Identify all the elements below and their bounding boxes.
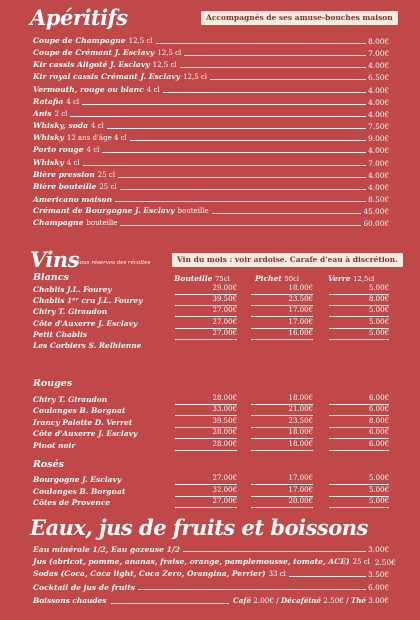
aperitif-price: 8.50€ [368,194,389,204]
leader-line [83,165,366,166]
pichet-price: 17.00€ [251,474,313,485]
aperitif-name [33,60,177,70]
aperitif-detail: 25 cl [97,170,116,179]
aperitif-name-main: Whisky [33,157,64,167]
wine-row [33,441,389,451]
leader-line [156,43,367,44]
boisson-price: 3.00€ [368,545,389,554]
aperitif-price: 6.50€ [368,73,389,83]
aperitif-name-main: Vermouth, rouge ou blanc [33,84,144,94]
aperitif-row [33,60,389,70]
col-header-bouteille [174,274,230,283]
aperitifs-note: Accompagnés de ses amuse-bouches maison [201,11,398,25]
aperitif-name [33,206,209,216]
verre-price: 8.00€ [329,295,389,306]
aperitif-detail: 2 cl [54,109,68,118]
aperitif-name-main: Bière bouteille [33,181,97,191]
aperitif-name-main: Champagne [33,218,84,228]
pichet-price: 17.00€ [251,318,313,329]
aperitif-price: 60.00€ [363,219,389,229]
verre-price: 5.00€ [329,318,389,329]
boisson-price: 3.50€ [368,570,389,579]
aperitif-name [33,36,153,46]
leader-line [82,104,366,105]
pichet-price: 23.50€ [251,417,313,428]
hot-drinks-leader [111,603,229,604]
wine-row [33,418,389,428]
verre-price: 5.00€ [329,486,389,497]
aperitif-price: 4.00€ [368,109,389,119]
aperitif-row [33,48,389,58]
aperitif-row [33,85,389,95]
verre-price: 8.00€ [329,417,389,428]
vins-title: Vins [30,247,79,272]
aperitif-name-main: Anis [33,108,52,118]
aperitif-name-main: Americano maison [33,194,113,204]
boisson-detail: 25 cl [352,557,370,566]
leader-line [120,225,361,226]
hot-drinks-name: Boissons chaudes [33,596,107,605]
boisson-name-main: Jus (abricot, pomme, ananas, fraise, orange, pamplemousse, tomate, ACE) [33,556,350,566]
aperitif-row [33,218,389,228]
leader-line [212,213,362,214]
leader-line [183,551,366,552]
wine-name: Coulanges B. Borgnat [33,406,126,416]
aperitif-name-main: Crémant de Bourgogne J. Esclavy [33,206,175,216]
aperitif-name [33,97,79,107]
aperitif-name [33,121,104,131]
wine-row [33,395,389,405]
boisson-name [33,545,180,554]
pichet-price: 21.00€ [251,405,313,416]
verre-price: 6.00€ [329,405,389,416]
cafe-price: 2.00€ [253,596,274,605]
wine-name: Petit Chablis [33,329,88,339]
boisson-name [33,569,286,579]
aperitif-row [33,170,389,180]
wine-row [33,319,389,329]
aperitif-row [33,158,389,168]
col-header-verre-size: 12,5cl [353,275,375,283]
aperitif-name [33,48,181,58]
aperitif-price: 9.00€ [368,134,389,144]
leader-line [210,79,366,80]
bouteille-price: 29.00€ [175,284,237,295]
wine-name: Les Corbiers S. Relhienne [33,341,142,350]
aperitif-price: 45.00€ [363,207,389,217]
boisson-name [33,583,135,592]
aperitif-name-main: Porto rouge [33,145,84,155]
aperitif-name [33,170,115,180]
aperitif-name [33,109,67,119]
wine-row [33,487,389,497]
leader-line [130,140,366,141]
pichet-price: 17.00€ [251,306,313,317]
aperitif-name-main: Coupe de Crémant J. Esclavy [33,48,155,58]
wine-name: Côte d'Auxerre J. Esclavy [33,429,138,439]
aperitif-name-main: Coupe de Champagne [33,36,126,45]
pichet-price: 23.50€ [251,295,313,306]
pichet-price: 17.00€ [251,486,313,497]
leader-line [115,201,366,202]
aperitif-row [33,109,389,119]
blancs-title: Blancs [33,272,69,283]
boisson-price: 2.50€ [374,557,396,567]
aperitif-detail: 12,5 cl [157,49,182,58]
col-header-pichet-size: 50cl [284,275,300,283]
deca-price: 2.50€ [323,596,344,605]
wine-name: Chablis 1ᵉʳ cru J.L. Fourey [33,296,143,306]
aperitif-name-main: Kir cassis Aligoté J. Esclavy [33,60,150,70]
vins-note: Vin du mois : voir ardoise. Carafe d'eau à discrétion. [172,253,403,267]
boisson-name [33,557,370,567]
bouteille-price: 33.00€ [175,405,237,416]
wine-row [33,498,389,508]
wine-name: Bourgogne J. Esclavy [33,475,122,484]
bouteille-price: 27.00€ [175,474,237,485]
aperitif-name-main: Kir royal cassis Crémant J. Esclavy [33,72,181,82]
verre-price: 5.00€ [329,306,389,317]
leader-line [118,177,366,178]
aperitif-row [33,36,389,46]
aperitif-detail: 4 cl [86,146,100,155]
verre-price: 6.00€ [329,394,389,405]
aperitif-price: 7.50€ [368,122,389,132]
aperitif-name [33,182,117,192]
wine-row [33,341,389,351]
bouteille-price: 28.00€ [175,394,237,405]
bouteille-price: 32.00€ [175,486,237,497]
aperitif-row [33,72,389,82]
aperitif-detail: 4 cl [91,122,104,131]
wine-name: Côte d'Auxerre J. Esclavy [33,318,138,328]
wine-row [33,296,389,306]
aperitif-name [33,195,112,204]
aperitif-detail: 4 cl [146,85,160,94]
wine-name: Chiry T. Giraudon [33,307,108,317]
aperitifs-title: Apéritifs [30,5,128,30]
boisson-name-main: Eau minérale 1/2, Eau gazeuse 1/2 [33,545,180,554]
leader-line [289,576,366,577]
the-price: 3.00€ [368,596,389,605]
aperitif-detail: 12,5 cl [183,73,208,82]
aperitif-price: 4.00€ [368,170,389,180]
wine-row [33,406,389,416]
col-header-bouteille-size: 75cl [214,275,230,283]
bouteille-price: 28.00€ [175,440,237,451]
bouteille-price: 39.50€ [175,417,237,428]
leader-line [70,116,366,117]
verre-price: 5.00€ [329,329,389,340]
pichet-price: 18.00€ [251,284,313,295]
aperitif-name-main: Ratafia [33,96,64,106]
bouteille-price: 27.00€ [175,329,237,340]
verre-price: 5.00€ [329,284,389,295]
cafe-label: Café [233,596,252,605]
bouteille-price: 27.00€ [175,497,237,508]
boisson-detail: 33 cl [268,570,286,578]
aperitif-detail: 12 ans d'âge 4 cl [66,134,127,143]
aperitif-row [33,121,389,131]
wine-name: Chiry T. Giraudon [33,395,108,404]
aperitif-row [33,133,389,143]
aperitif-detail: 4 cl [66,158,80,167]
boisson-row [33,556,396,567]
aperitif-row [33,145,389,155]
col-header-verre [328,274,374,283]
boisson-name-main: Sodas (Coca, Coca light, Coca Zero, Orangina, Perrier) [33,569,266,578]
aperitif-price: 4.00€ [368,182,389,192]
aperitif-detail: 4 cl [66,97,80,106]
bouteille-price: 27.00€ [175,318,237,329]
verre-price: 6.00€ [329,428,389,439]
bouteille-price: 39.50€ [175,295,237,306]
deca-label: Décaféiné [280,596,321,605]
leader-line [180,67,366,68]
col-header-pichet-label: Pichet [255,274,282,283]
aperitif-row [33,206,389,216]
pichet-price: 20.00€ [251,497,313,508]
boisson-name-main: Cocktail de jus de fruits [33,582,136,592]
leader-line [102,152,366,153]
aperitif-name [33,218,117,228]
pichet-price: 18.00€ [251,440,313,451]
pichet-price: 18.00€ [251,394,313,405]
boisson-row [33,582,389,592]
wine-row [33,285,389,295]
aperitif-name [33,145,99,155]
aperitif-price: 4.00€ [368,61,389,71]
leader-line [138,589,366,590]
roses-title: Rosés [33,459,64,470]
boissons-title: Eaux, jus de fruits et boissons [30,515,368,540]
aperitif-name-main: Whisky [33,133,64,143]
pichet-price: 18.00€ [251,428,313,439]
wine-name: Irancy Palotte D. Verret [33,417,133,427]
aperitif-row [33,182,389,192]
aperitif-name [33,133,127,143]
boisson-row [33,569,389,579]
wine-row [33,307,389,317]
leader-line [184,55,366,56]
wine-name: Coulanges B. Borgnat [33,486,126,496]
col-header-bouteille-label: Bouteille [174,274,213,283]
aperitif-row [33,194,389,204]
leader-line [163,92,366,93]
aperitif-detail: 12,5 cl [128,37,153,45]
aperitif-detail: bouteille [86,219,118,228]
pichet-price: 16.00€ [251,329,313,340]
bouteille-price: 27.00€ [175,306,237,317]
boisson-row [33,544,389,554]
col-header-verre-label: Verre [328,274,351,283]
aperitif-price: 4.00€ [368,85,389,95]
aperitif-name [33,85,160,95]
aperitif-price: 7.00€ [368,158,389,168]
aperitif-name [33,72,207,82]
verre-price: 6.00€ [329,440,389,451]
aperitif-price: 7.00€ [368,49,389,59]
aperitif-price: 4.00€ [368,146,389,156]
verre-price: 5.00€ [329,474,389,485]
col-header-pichet [255,274,299,283]
aperitif-price: 4.00€ [368,97,389,107]
hot-drinks-options: Café 2.00€ / Décaféiné 2.50€ / Thé 3.00€ [233,596,389,605]
aperitif-price: 8.00€ [368,37,389,46]
aperitif-row [33,97,389,107]
boisson-price: 6.00€ [368,582,389,592]
wine-name: Côtes de Provence [33,498,111,508]
wine-row [33,429,389,439]
wine-name: Chablis J.L. Fourey [33,285,112,294]
leader-line [120,189,366,190]
aperitif-name-main: Whisky, soda [33,121,89,131]
aperitif-detail: bouteille [177,207,209,216]
aperitif-detail: 25 cl [99,182,117,191]
hot-drinks-row [33,596,389,606]
rouges-title: Rouges [33,378,73,389]
wine-row [33,475,389,485]
leader-line [107,128,366,129]
aperitif-name [33,158,80,168]
bouteille-price: 28.00€ [175,428,237,439]
aperitif-name-main: Bière pression [33,169,95,179]
wine-name: Pinot noir [33,440,76,450]
vins-subnote: Sous réserves des récoltes [76,260,151,266]
aperitif-detail: 12,5 cl [152,61,177,70]
verre-price: 5.00€ [329,497,389,508]
wine-row [33,330,389,340]
the-label: Thé [350,596,366,605]
